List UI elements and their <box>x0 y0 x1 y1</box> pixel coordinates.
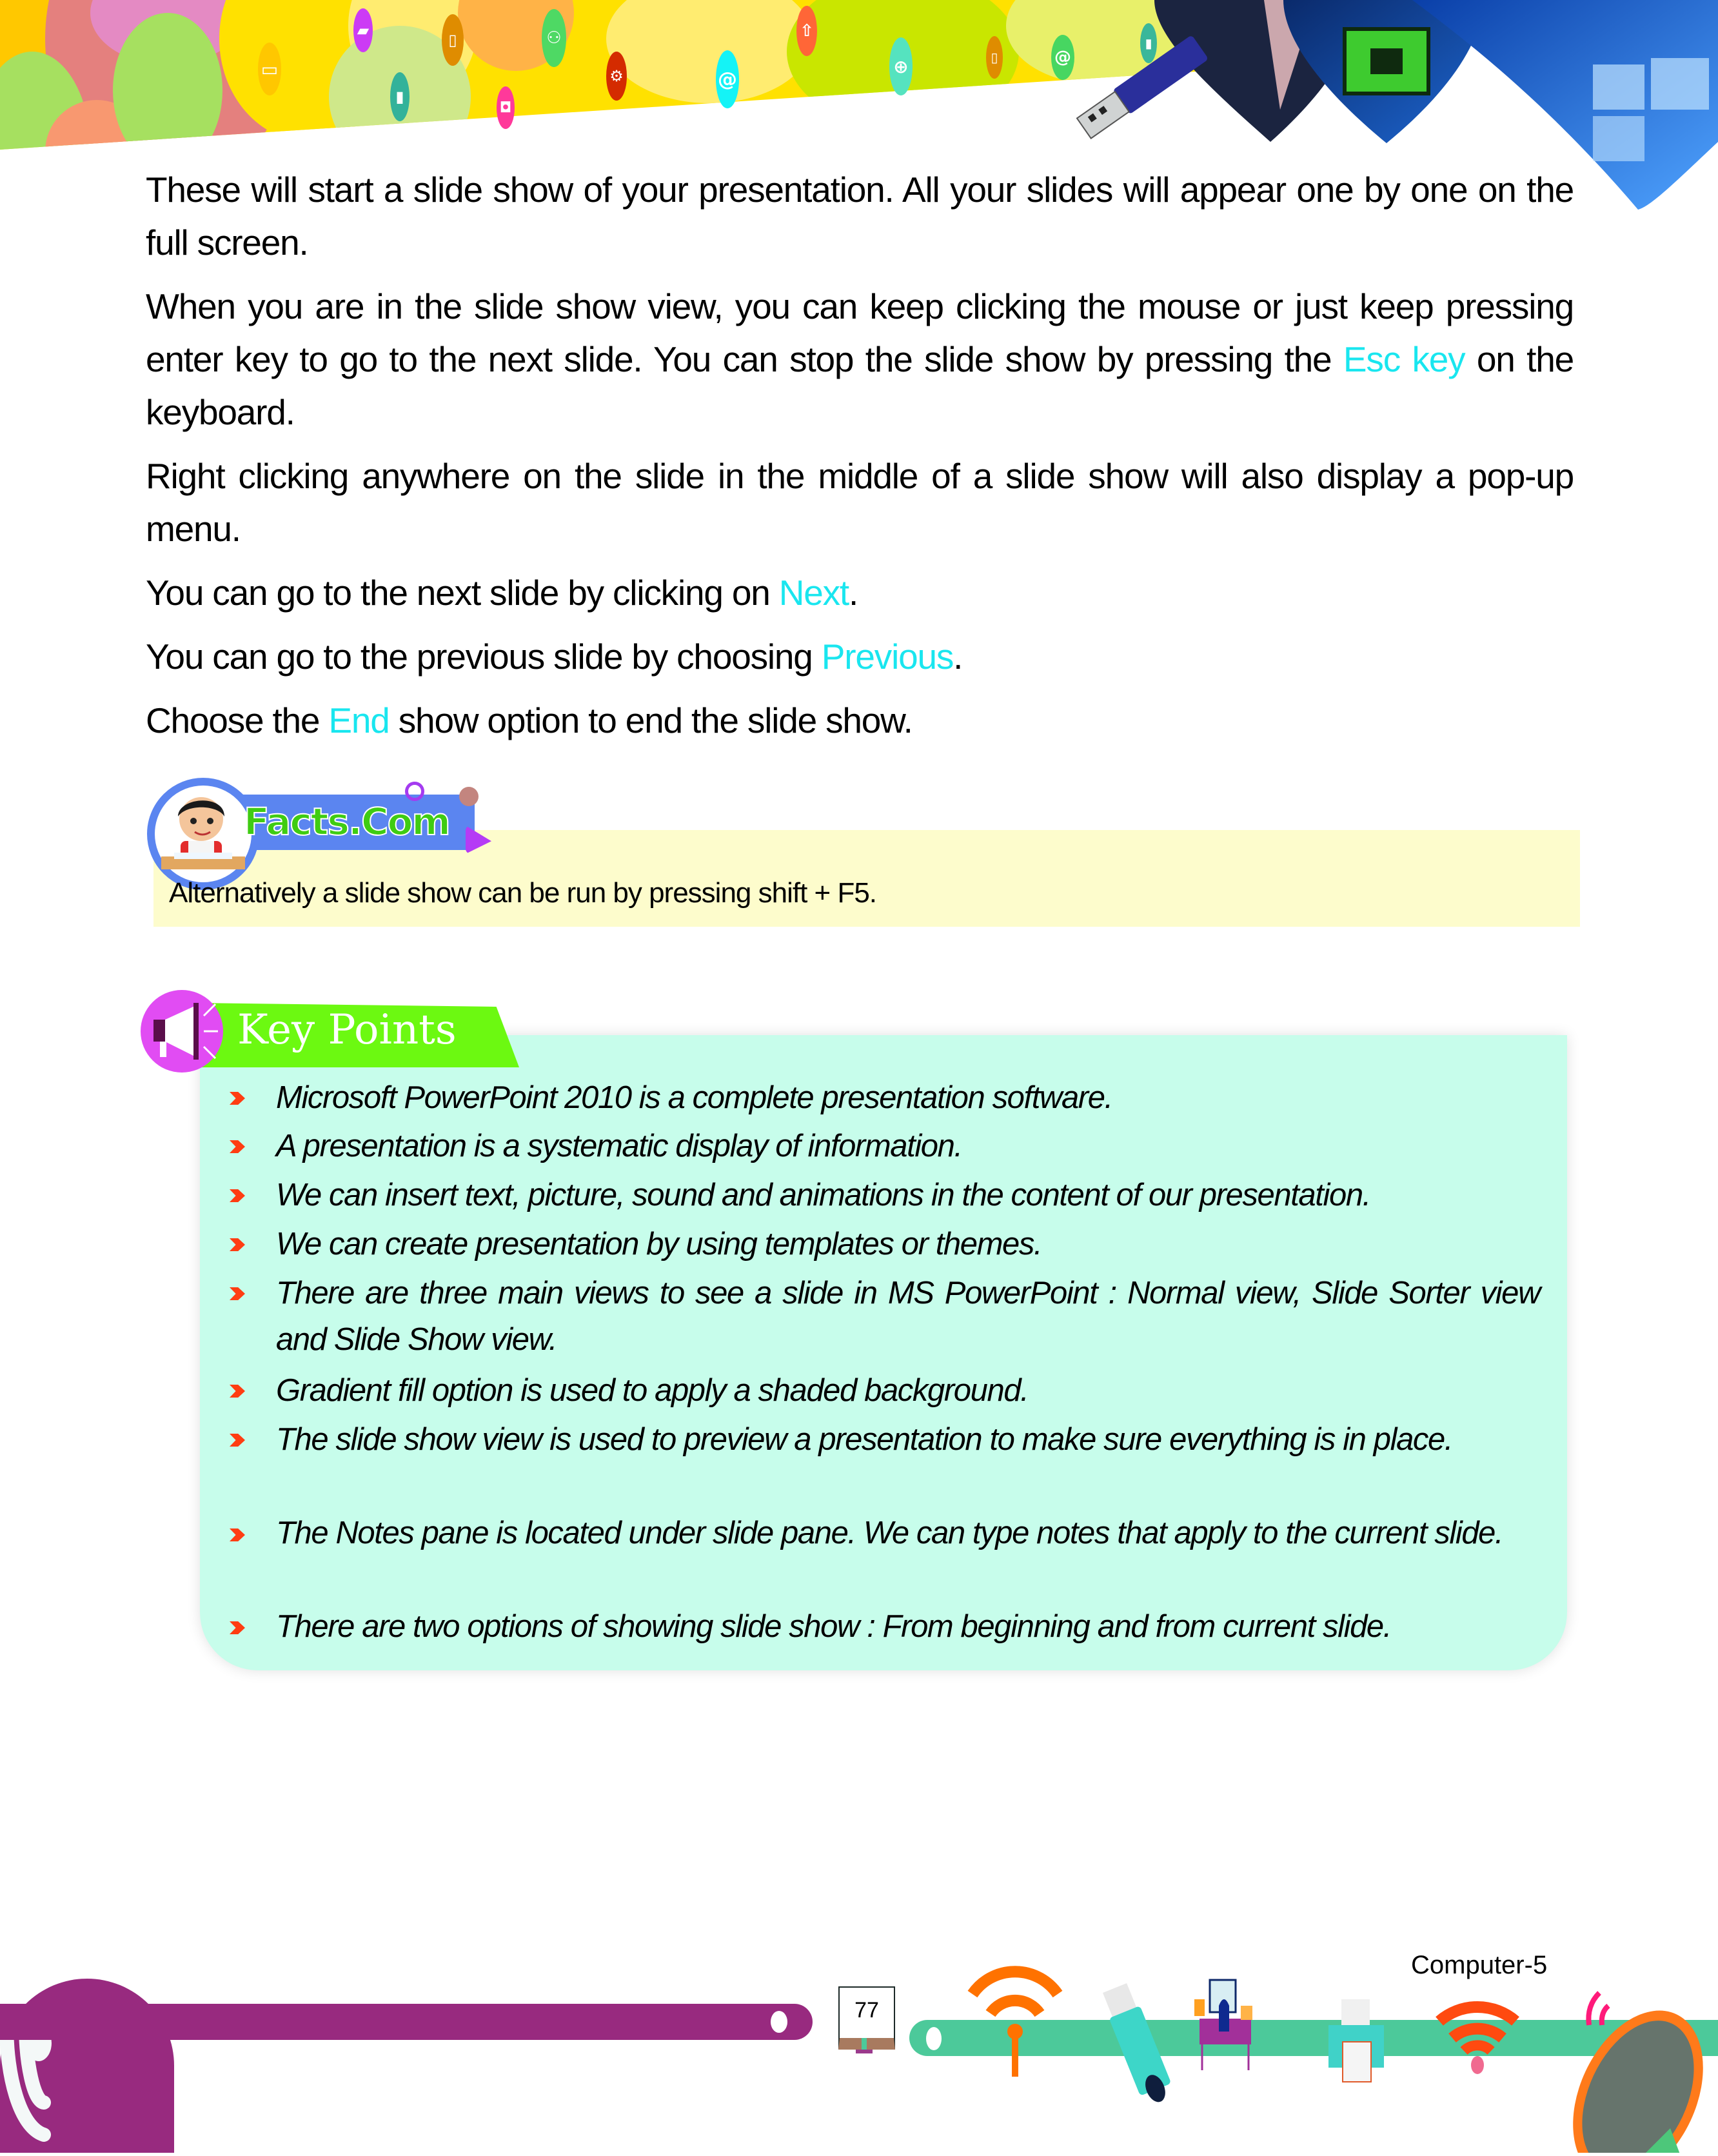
paragraph <box>146 694 1574 747</box>
paragraph <box>146 163 1574 269</box>
network-people-icon: ⚇ <box>542 9 566 67</box>
chart-icon: ▮ <box>390 72 410 121</box>
page-number: 77 <box>838 1986 895 2050</box>
gamepad-icon: ◘ <box>497 86 515 129</box>
paragraph <box>146 630 1574 683</box>
highlighted-term: End <box>328 700 390 740</box>
key-point-item: There are two options of showing slide show : From beginning and from current slide. <box>276 1609 1391 1644</box>
mouse-icon: ▯ <box>986 36 1003 79</box>
paragraph-text: You can go to the previous slide by choosing <box>146 637 822 677</box>
footer-left-bar <box>0 2004 813 2040</box>
paragraph-text: on the keyboard. <box>146 339 1574 432</box>
paragraph-text: . <box>848 573 858 613</box>
key-point-item: The Notes pane is located under slide pane. We can type notes that apply to the current slide. <box>276 1516 1503 1550</box>
key-points-title: Key Points <box>237 1006 457 1054</box>
key-point-item: Microsoft PowerPoint 2010 is a complete presentation software. <box>276 1080 1112 1115</box>
key-point-item: We can create presentation by using templates or themes. <box>276 1227 1042 1261</box>
paragraph-text: When you are in the slide show view, you can keep clicking the mouse or just keep pressing enter key to go to the next slide. You can stop the slide show by pressing the <box>146 286 1574 379</box>
paragraph <box>146 566 1574 619</box>
wifi-icon <box>973 1972 1058 2077</box>
at-sign-icon: @ <box>1051 35 1074 80</box>
decorative-dot <box>459 787 479 806</box>
facts-text: Alternatively a slide show can be run by pressing shift + F5. <box>169 877 877 909</box>
satellite-dish-icon <box>1547 1990 1718 2153</box>
highlighted-term: Next <box>778 573 849 613</box>
paragraph-text: You can go to the next slide by clicking on <box>146 573 779 613</box>
usb-drive-icon <box>1099 1982 1176 2108</box>
bar-end-hole <box>926 2027 942 2050</box>
megaphone-icon <box>141 990 223 1073</box>
mouse-icon: ▯ <box>442 14 464 66</box>
page-number-stand <box>862 2038 867 2051</box>
paragraph-text: Right clicking anywhere on the slide in the middle of a slide show will also display a pop-up menu. <box>146 456 1574 549</box>
paragraph <box>146 450 1574 555</box>
boy-reading-avatar <box>147 778 259 890</box>
key-point-item: A presentation is a systematic display of information. <box>276 1129 962 1163</box>
monitor-icon: ▭ <box>258 43 281 95</box>
globe-icon: ⊕ <box>889 37 913 95</box>
at-sign-icon: @ <box>716 50 739 108</box>
printer-icon <box>1328 1999 1384 2082</box>
gears-icon: ⚙ <box>606 52 627 101</box>
footer-decorations <box>942 1954 1718 2153</box>
folder-icon: ▰ <box>353 8 373 52</box>
desk-workstation-icon <box>1194 1980 1252 2070</box>
facts-title: Facts.Com <box>244 800 449 844</box>
key-point-item: The slide show view is used to preview a presentation to make sure everything is in place. <box>276 1422 1453 1457</box>
bar-chart-icon: ▮ <box>1140 23 1157 63</box>
upload-icon: ⇧ <box>796 6 817 56</box>
paragraph-text: . <box>953 637 963 677</box>
paragraph <box>146 280 1574 439</box>
bar-end-hole <box>771 2011 787 2033</box>
paragraph-text: These will start a slide show of your presentation. All your slides will appear one by one on the full screen. <box>146 170 1574 262</box>
key-point-item: Gradient fill option is used to apply a shaded background. <box>276 1373 1029 1408</box>
highlighted-term: Previous <box>821 637 954 677</box>
highlighted-term: Esc key <box>1343 339 1465 379</box>
paragraph-text: show option to end the slide show. <box>389 700 913 740</box>
page-number-base <box>856 2050 873 2053</box>
wifi-icon <box>1439 2007 1516 2074</box>
key-point-item: There are three main views to see a slide in MS PowerPoint : Normal view, Slide Sorter view and Slide Show view. <box>276 1276 1540 1357</box>
key-point-item: We can insert text, picture, sound and animations in the content of our presentation. <box>276 1178 1370 1212</box>
series-label: Computer-5 <box>1411 1951 1548 1979</box>
paragraph-text: Choose the <box>146 700 329 740</box>
decorative-swirl-icon <box>405 782 424 801</box>
